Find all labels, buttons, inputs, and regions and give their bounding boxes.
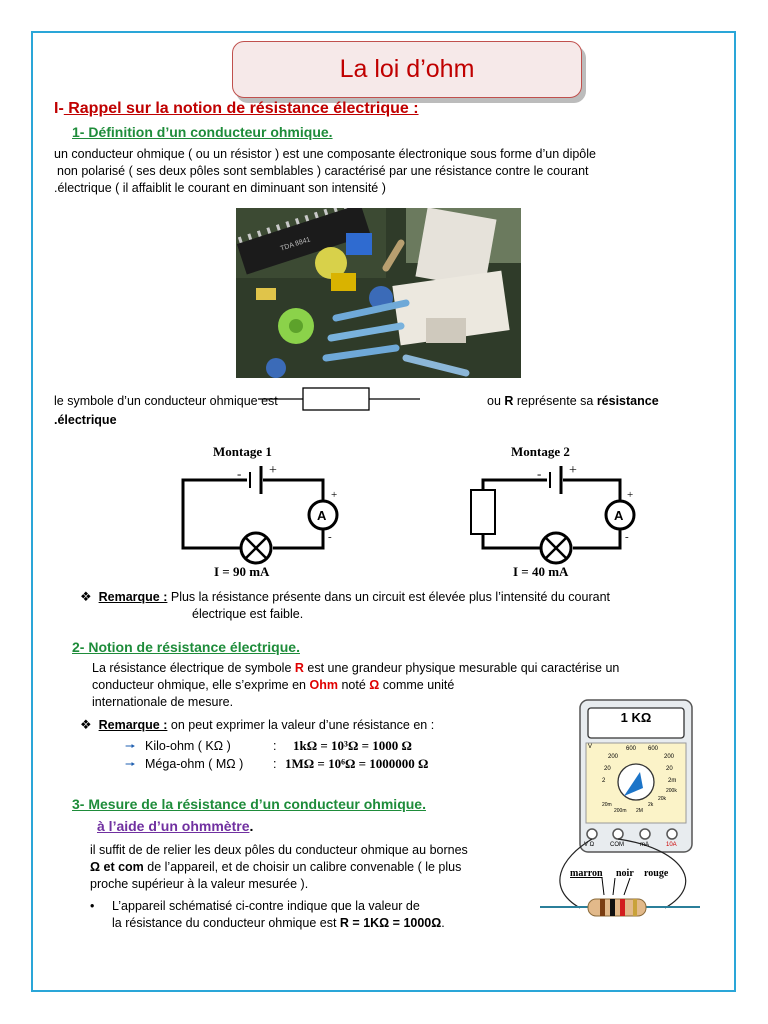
wire-label-noir: noir (616, 868, 634, 879)
notion-line-2-c: comme unité (379, 678, 455, 692)
mesure-line-3: proche supérieur à la valeur mesurée ). (90, 877, 309, 891)
scale-label-20a: 20 (604, 766, 611, 772)
symbol-text-represente: représente sa (513, 394, 597, 408)
scale-label-20m: 20m (602, 802, 612, 808)
arrow-bullet-icon: 🠖 (125, 757, 136, 771)
jack-com: COM (610, 842, 624, 848)
montage-2-circuit (465, 460, 645, 570)
notion-line-3: internationale de mesure. (92, 695, 234, 709)
circuit-board-photo (236, 208, 521, 378)
definition-line-2: non polarisé ( ses deux pôles sont semblables ) caractérisé par une résistance contre le courant (57, 164, 589, 178)
mesure-bullet-line-2 (90, 915, 445, 932)
scale-label-600b: 600 (648, 746, 659, 752)
scale-label-20k: 20k (658, 796, 667, 802)
svg-text:TDA 8841: TDA 8841 (279, 236, 312, 253)
scale-label-v: V (588, 744, 593, 750)
unit-mega-name: Méga-ohm ( MΩ ) (145, 757, 244, 771)
remarque-1 (80, 588, 610, 606)
scale-label-2k: 2k (648, 802, 654, 808)
svg-text:+: + (331, 489, 338, 501)
svg-text:+: + (569, 463, 577, 478)
scale-label-20b: 20 (666, 766, 673, 772)
subheading-definition (72, 124, 333, 140)
unit-mega-colon: : (273, 757, 277, 771)
diamond-bullet-icon: ❖ (80, 589, 92, 604)
scale-label-2a: 2 (602, 778, 606, 784)
montage-1-current: I = 90 mA (214, 564, 270, 579)
notion-line-1-a: La résistance électrique de symbole (92, 661, 295, 675)
wire-label-rouge: rouge (644, 868, 669, 879)
mesure-line-1: il suffit de de relier les deux pôles du conducteur ohmique au bornes (90, 843, 468, 857)
notion-line-1-b: est une grandeur physique mesurable qui caractérise un (303, 661, 620, 675)
multimeter-figure (540, 698, 700, 930)
svg-text:A: A (317, 508, 327, 523)
montage-1-circuit (175, 460, 355, 570)
jack-ma: mA (640, 842, 649, 848)
svg-text:+: + (627, 489, 634, 501)
arrow-bullet-icon: 🠖 (125, 739, 136, 753)
jack-v-ohm: V Ω (584, 842, 595, 848)
svg-text:-: - (237, 466, 242, 481)
scale-label-200k: 200k (666, 788, 677, 794)
scale-label-2m: 2M (636, 808, 643, 814)
notion-line-1 (92, 660, 619, 677)
remarque-1-line-1: Plus la résistance présente dans un circuit est élevée plus l’intensité du courant (167, 590, 610, 604)
unit-row-mega (125, 755, 428, 773)
svg-text:-: - (328, 531, 332, 543)
definition-line-1: un conducteur ohmique ( ou un résistor ) est une composante électronique sous forme d’un dipôle (54, 147, 596, 161)
definition-line-3: .électrique ( il affaiblit le courant en diminuant son intensité ) (54, 181, 386, 195)
subheading-mesure (72, 796, 426, 812)
symbol-text-resistance: résistance (596, 394, 659, 408)
unit-kilo-name: Kilo-ohm ( KΩ ) (145, 739, 231, 753)
mesure-line-2-b: de l’appareil, et de choisir un calibre convenable ( le plus (143, 860, 462, 874)
section-number: I- (54, 100, 64, 117)
symbol-text-line2: .électrique (54, 413, 117, 427)
notion-symbol-r: R (294, 661, 304, 675)
mesure-bullet-text-2a: la résistance du conducteur ohmique est (112, 916, 340, 930)
title-box (232, 41, 582, 98)
scale-label-200a: 200 (608, 754, 619, 760)
mesure-bullet-text-1: L’appareil schématisé ci-contre indique que la valeur de (112, 899, 420, 913)
scale-label-600a: 600 (626, 746, 637, 752)
unit-kilo-colon: : (273, 739, 277, 753)
svg-text:-: - (537, 466, 542, 481)
scale-label-2b: 2m (668, 778, 677, 784)
remarque-2 (80, 716, 434, 734)
notion-line-2-b: noté (337, 678, 370, 692)
multimeter-display: 1 KΩ (620, 710, 652, 725)
montage-2-current: I = 40 mA (513, 564, 569, 579)
mesure-bullet (90, 898, 445, 932)
remarque-2-text: on peut exprimer la valeur d’une résistance en : (167, 718, 435, 732)
resistor-symbol (258, 384, 423, 414)
notion-ohm: Ohm (309, 678, 338, 692)
diamond-bullet-icon: ❖ (80, 717, 92, 732)
subheading-ohmmetre-dot: . (249, 818, 254, 834)
svg-text:+: + (269, 463, 277, 478)
notion-omega: Ω (369, 678, 380, 692)
subheading-notion-text: 2- Notion de résistance électrique. (72, 639, 300, 655)
subheading-ohmmetre: à l’aide d’un ohmmètre (97, 818, 250, 834)
subheading-notion (72, 639, 300, 655)
scale-label-200b: 200 (664, 754, 675, 760)
mesure-line-2 (90, 859, 468, 876)
scale-label-200m: 200m (614, 808, 627, 814)
notion-line-2 (92, 677, 619, 694)
remarque-1-label: Remarque : (98, 590, 168, 604)
remarque-1-line-2: électrique est faible. (192, 607, 304, 621)
unit-kilo-equation: 1kΩ = 10³Ω = 1000 Ω (293, 738, 412, 753)
mesure-paragraph (90, 842, 468, 893)
svg-text:A: A (614, 508, 624, 523)
subheading-definition-text: 1- Définition d’un conducteur ohmique. (72, 124, 333, 140)
symbol-text-left: le symbole d’un conducteur ohmique est (54, 394, 278, 408)
page-title: La loi d’ohm (339, 55, 475, 83)
svg-text:-: - (625, 531, 629, 543)
jack-10a: 10A (666, 842, 677, 848)
mesure-bullet-line-1 (90, 898, 445, 915)
bullet-dot-icon: • (90, 899, 95, 913)
remarque-2-label: Remarque : (98, 718, 168, 732)
definition-paragraph (54, 146, 596, 197)
symbol-text-right (487, 393, 659, 410)
notion-line-2-a: conducteur ohmique, elle s’exprime en (92, 678, 310, 692)
section-title: Rappel sur la notion de résistance électrique : (63, 100, 419, 117)
mesure-bornes: Ω et com (90, 860, 144, 874)
unit-row-kilo (125, 737, 412, 755)
montage-1-label: Montage 1 (213, 444, 272, 459)
montage-2-label: Montage 2 (511, 444, 570, 459)
wire-label-marron: marron (570, 868, 603, 879)
subheading-mesure-text: 3- Mesure de la résistance d’un conducteur ohmique. (72, 796, 426, 812)
symbol-r: R (504, 394, 514, 408)
subheading-mesure-line2 (97, 818, 253, 834)
section-heading (54, 100, 419, 118)
unit-mega-equation: 1MΩ = 10⁶Ω = 1000000 Ω (285, 756, 429, 771)
mesure-bullet-value: R = 1KΩ = 1000Ω (339, 916, 442, 930)
mesure-bullet-dot: . (441, 916, 445, 930)
symbol-text-ou: ou (487, 394, 505, 408)
